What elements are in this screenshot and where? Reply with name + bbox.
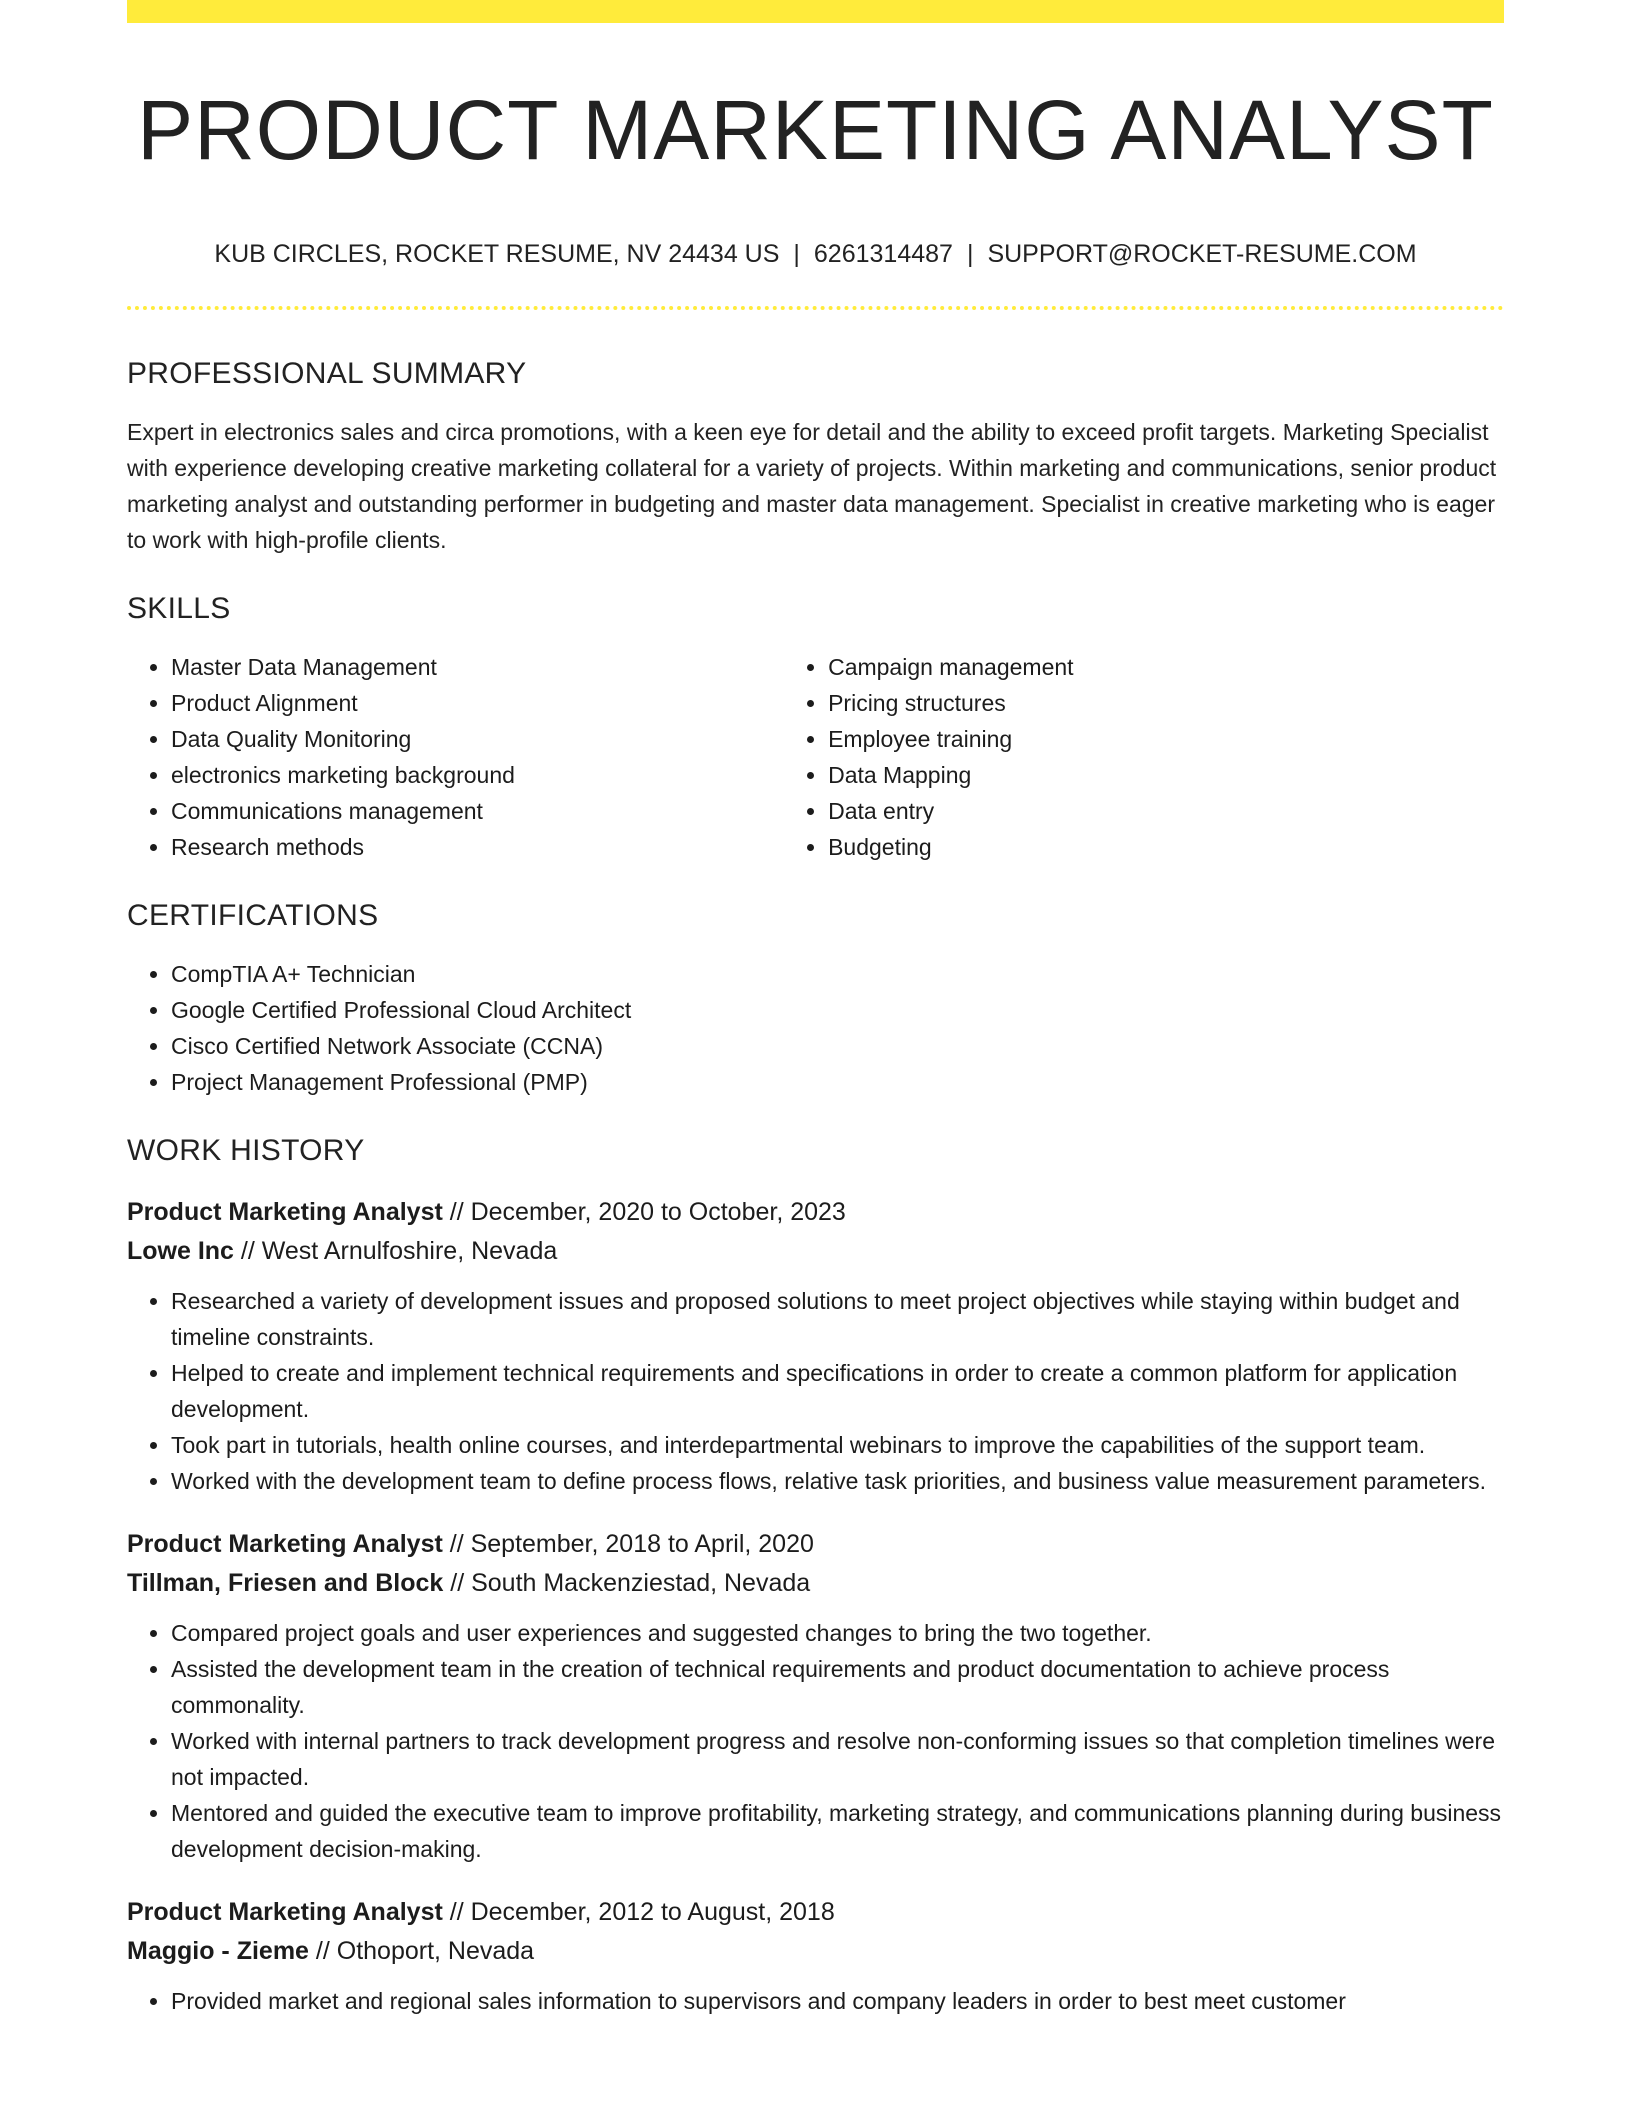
resume-content: [127, 352, 1504, 2019]
skills-grid: [127, 649, 1504, 865]
resume-title: PRODUCT MARKETING ANALYST: [137, 83, 1494, 177]
summary-section: [127, 352, 1504, 558]
job-role: Product Marketing Analyst: [127, 1530, 443, 1558]
skill-item: • Research methods: [171, 829, 784, 865]
skill-item: • Employee training: [828, 721, 1504, 757]
job-bullet: • Researched a variety of development issues and proposed solutions to meet project objectives while staying within budget and timeline constraints.: [171, 1283, 1504, 1355]
skill-item: • Campaign management: [828, 649, 1504, 685]
section-title-summary: PROFESSIONAL SUMMARY: [127, 357, 527, 390]
job-entry: [127, 1525, 1504, 1867]
contact-line: [127, 236, 1504, 272]
job-role: Product Marketing Analyst: [127, 1898, 443, 1926]
job-title-line: [127, 1193, 1504, 1232]
skill-item: • Data entry: [828, 793, 1504, 829]
section-title-skills: SKILLS: [127, 592, 231, 625]
contact-separator: |: [793, 240, 800, 268]
skill-item: • Master Data Management: [171, 649, 784, 685]
job-company-line: [127, 1232, 1504, 1271]
job-location: // Othoport, Nevada: [308, 1937, 535, 1965]
section-title-certifications: CERTIFICATIONS: [127, 899, 379, 932]
job-location: // West Arnulfoshire, Nevada: [233, 1237, 558, 1265]
skill-item: • Communications management: [171, 793, 784, 829]
job-bullet: • Provided market and regional sales information to supervisors and company leaders in order to best meet customer: [171, 1983, 1504, 2019]
accent-top-bar: [127, 0, 1504, 23]
job-company-line: [127, 1932, 1504, 1971]
skill-item: • Data Quality Monitoring: [171, 721, 784, 757]
contact-address: KUB CIRCLES, ROCKET RESUME, NV 24434 US: [214, 240, 780, 268]
contact-email: SUPPORT@ROCKET-RESUME.COM: [987, 240, 1417, 268]
skills-section: [127, 587, 1504, 865]
certifications-section: [127, 894, 1504, 1100]
skill-item: • Pricing structures: [828, 685, 1504, 721]
skill-item: • electronics marketing background: [171, 757, 784, 793]
certification-item: • Cisco Certified Network Associate (CCNA): [171, 1028, 1504, 1064]
job-entry: [127, 1893, 1504, 2019]
dotted-divider: [127, 306, 1504, 310]
job-title-line: [127, 1893, 1504, 1932]
skills-list-left: [127, 649, 784, 865]
work-history-section: [127, 1129, 1504, 2019]
skills-list-right: [784, 649, 1504, 865]
job-role: Product Marketing Analyst: [127, 1198, 443, 1226]
job-company-line: [127, 1564, 1504, 1603]
contact-separator: |: [966, 240, 974, 268]
certification-item: • Google Certified Professional Cloud Architect: [171, 992, 1504, 1028]
job-location: // South Mackenziestad, Nevada: [443, 1569, 811, 1597]
skill-item: • Budgeting: [828, 829, 1504, 865]
job-bullet: • Assisted the development team in the creation of technical requirements and product documentation to achieve process commonality.: [171, 1651, 1504, 1723]
job-bullets: [127, 1615, 1504, 1867]
job-bullet: • Compared project goals and user experiences and suggested changes to bring the two together.: [171, 1615, 1504, 1651]
section-title-work-history: WORK HISTORY: [127, 1134, 365, 1167]
contact-phone: 6261314487: [813, 240, 953, 268]
job-entry: [127, 1193, 1504, 1499]
job-company: Maggio - Zieme: [127, 1937, 309, 1965]
job-bullet: • Worked with the development team to define process flows, relative task priorities, and business value measurement parameters.: [171, 1463, 1504, 1499]
certification-item: • CompTIA A+ Technician: [171, 956, 1504, 992]
job-bullet: • Worked with internal partners to track development progress and resolve non-conforming issues so that completion timelines were not impacted.: [171, 1723, 1504, 1795]
job-dates: // September, 2018 to April, 2020: [442, 1530, 814, 1558]
job-bullet: • Mentored and guided the executive team to improve profitability, marketing strategy, and communications planning during business development decision-making.: [171, 1795, 1504, 1867]
job-bullets: [127, 1283, 1504, 1499]
job-bullet: • Helped to create and implement technical requirements and specifications in order to create a common platform for application development.: [171, 1355, 1504, 1427]
job-dates: // December, 2012 to August, 2018: [442, 1898, 835, 1926]
summary-text: Expert in electronics sales and circa promotions, with a keen eye for detail and the ability to exceed profit targets. Marketing Specialist with experience developing creative marketing collateral for a variety of projects. Within marketing and communications, senior product marketing analyst and outstanding performer in budgeting and master data management. Specialist in creative marketing who is eager to work with high-profile clients.: [127, 419, 1497, 553]
skill-item: • Product Alignment: [171, 685, 784, 721]
job-bullet: • Took part in tutorials, health online courses, and interdepartmental webinars to improve the capabilities of the support team.: [171, 1427, 1504, 1463]
resume-page: [127, 0, 1504, 2112]
job-company: Lowe Inc: [127, 1237, 234, 1265]
skill-item: • Data Mapping: [828, 757, 1504, 793]
certification-item: • Project Management Professional (PMP): [171, 1064, 1504, 1100]
certifications-list: [127, 956, 1504, 1100]
job-dates: // December, 2020 to October, 2023: [442, 1198, 846, 1226]
job-title-line: [127, 1525, 1504, 1564]
job-bullets: [127, 1983, 1504, 2019]
job-company: Tillman, Friesen and Block: [127, 1569, 444, 1597]
